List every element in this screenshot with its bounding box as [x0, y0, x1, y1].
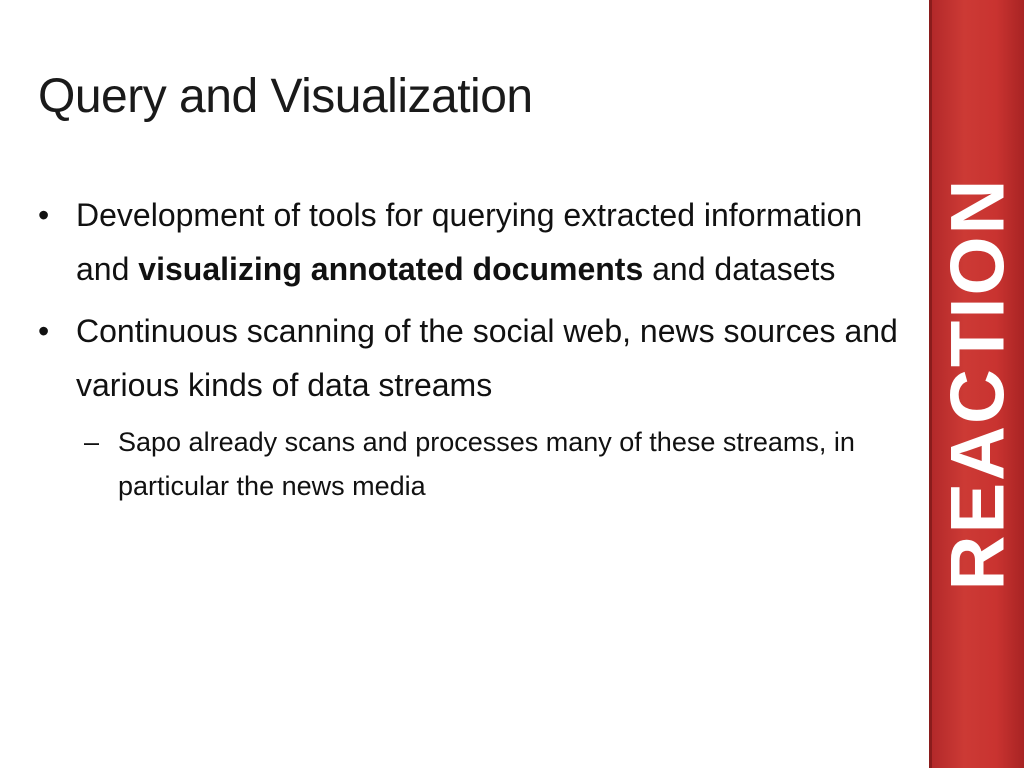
- project-logo-text: REACTION: [935, 177, 1021, 591]
- bullet-text-part: and datasets: [643, 251, 836, 287]
- bullet-dot-icon: •: [38, 197, 50, 233]
- bullet-text: [76, 188, 918, 296]
- sub-bullet-item: [84, 420, 918, 508]
- bullet-list: [38, 188, 918, 508]
- bullet-item: [38, 304, 918, 412]
- bullet-dot-icon: •: [38, 313, 50, 349]
- bullet-item: [38, 188, 918, 296]
- sub-bullet-text: Sapo already scans and processes many of these streams, in particular the news media: [118, 427, 855, 501]
- dash-icon: –: [84, 427, 100, 457]
- bullet-text-bold: visualizing annotated documents: [138, 251, 644, 287]
- slide-title: Query and Visualization: [38, 70, 533, 123]
- side-banner: [929, 0, 1024, 768]
- bullet-text-part: Development of tools for querying extracted information and: [76, 197, 863, 287]
- bullet-text: Continuous scanning of the social web, news sources and various kinds of data streams: [76, 313, 898, 403]
